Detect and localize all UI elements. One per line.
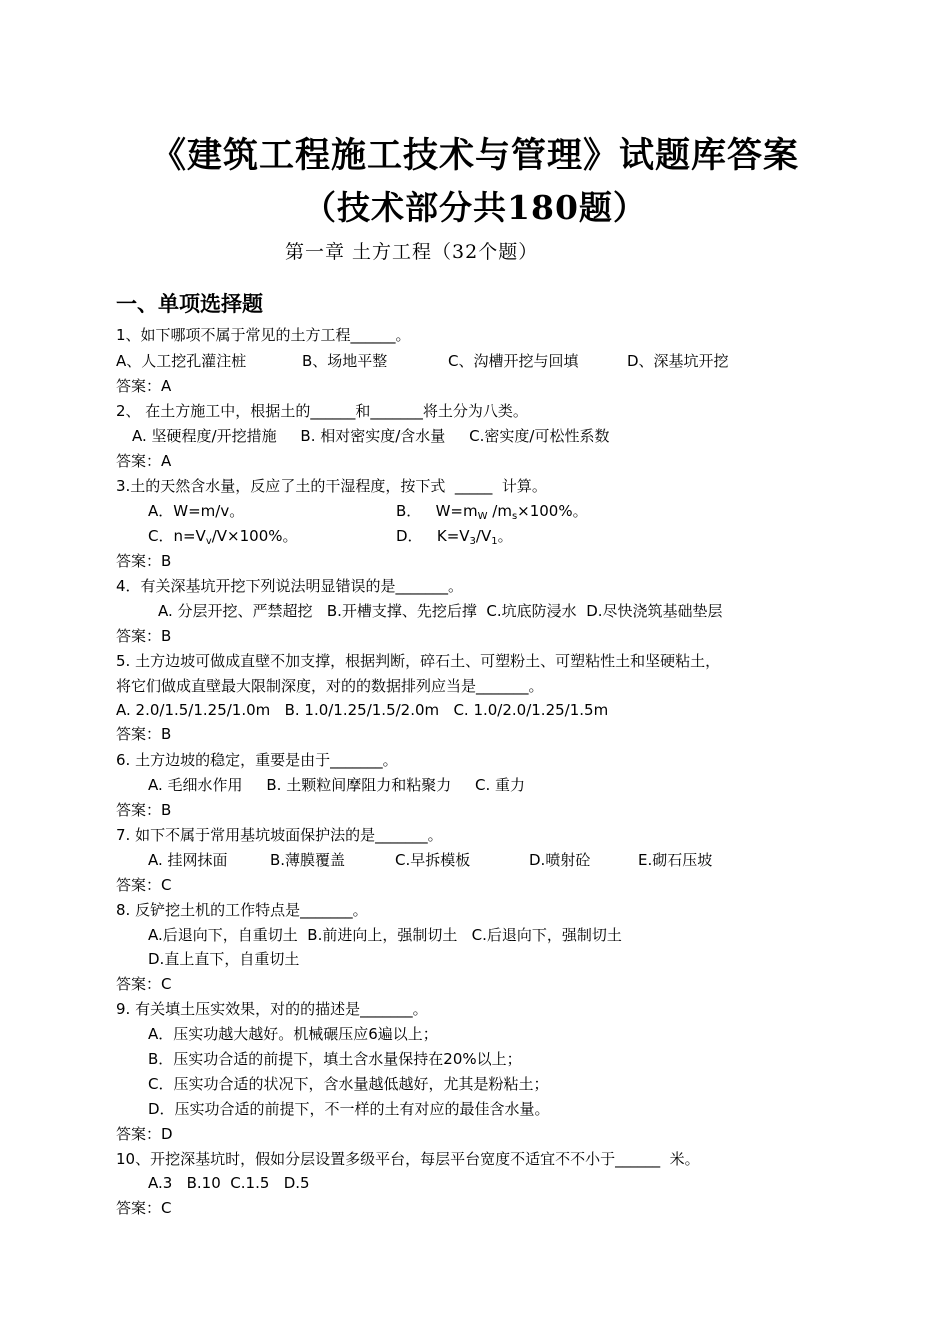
question-2-options: A. 坚硬程度/开挖措施 B. 相对密实度/含水量 C.密实度/可松性系数 bbox=[132, 427, 610, 445]
question-5-options: A. 2.0/1.5/1.25/1.0m B. 1.0/1.25/1.5/2.0m C. 1.0/2.0/1.25/1.5m bbox=[116, 701, 609, 719]
question-9-stem: 9. 有关填土压实效果，对的的描述是_______。 bbox=[116, 1000, 428, 1018]
question-3-option-a: A．W=m/v。 bbox=[148, 502, 245, 520]
document-subtitle: （技术部分共180题） bbox=[303, 188, 647, 227]
question-8-options-line-2: D.直上直下，自重切土 bbox=[148, 950, 300, 968]
question-6-answer: 答案：B bbox=[116, 801, 172, 819]
question-2-stem: 2、 在土方施工中，根据土的______和_______将土分为八类。 bbox=[116, 402, 528, 420]
question-6-options: A. 毛细水作用 B. 土颗粒间摩阻力和粘聚力 C. 重力 bbox=[148, 776, 526, 794]
question-3-answer: 答案：B bbox=[116, 552, 172, 570]
question-3-option-c: C．$n=V_v/V\times 100\%$。 bbox=[148, 527, 298, 547]
question-8-options-line-1: A.后退向下，自重切土 B.前进向上，强制切土 C.后退向下，强制切土 bbox=[148, 926, 622, 944]
question-7-option-c: C.早拆模板 bbox=[395, 851, 471, 869]
question-3-option-b: B． $W=m_W$ $/m_s\times 100\%$。 bbox=[396, 502, 588, 522]
question-2-answer: 答案：A bbox=[116, 452, 172, 470]
question-8-answer: 答案：C bbox=[116, 975, 172, 993]
question-4-options: A. 分层开挖、严禁超挖 B.开槽支撑、先挖后撑 C.坑底防浸水 D.尽快浇筑基础垫层 bbox=[158, 602, 723, 620]
question-9-option-d: D．压实功合适的前提下，不一样的土有对应的最佳含水量。 bbox=[148, 1100, 550, 1118]
question-7-option-d: D.喷射砼 bbox=[529, 851, 591, 869]
question-1-option-a: A、人工挖孔灌注桩 bbox=[116, 352, 247, 370]
question-9-option-b: B．压实功合适的前提下，填土含水量保持在20%以上； bbox=[148, 1050, 522, 1068]
question-5-stem-line-1: 5. 土方边坡可做成直壁不加支撑，根据判断，碎石土、可塑粉土、可塑粘性土和坚硬粘土， bbox=[116, 652, 721, 670]
question-9-answer: 答案：D bbox=[116, 1125, 173, 1143]
question-5-answer: 答案：B bbox=[116, 725, 172, 743]
question-1-option-c: C、沟槽开挖与回填 bbox=[448, 352, 579, 370]
document-title: 《建筑工程施工技术与管理》试题库答案 bbox=[150, 135, 799, 176]
question-8-stem: 8. 反铲挖土机的工作特点是_______。 bbox=[116, 901, 368, 919]
question-3-option-d: D． $K=V_3/V_1$。 bbox=[396, 527, 513, 547]
question-7-stem: 7. 如下不属于常用基坑坡面保护法的是_______。 bbox=[116, 826, 443, 844]
question-9-option-c: C．压实功合适的状况下，含水量越低越好，尤其是粉粘土； bbox=[148, 1075, 549, 1093]
question-10-stem: 10、开挖深基坑时，假如分层设置多级平台，每层平台宽度不适宜不不小于______ 米。 bbox=[116, 1150, 700, 1168]
question-4-answer: 答案：B bbox=[116, 627, 172, 645]
question-5-stem-line-2: 将它们做成直壁最大限制深度，对的的数据排列应当是_______。 bbox=[116, 677, 544, 695]
question-3-stem: 3.土的天然含水量，反应了土的干湿程度，按下式 _____ 计算。 bbox=[116, 477, 547, 495]
section-heading: 一、单项选择题 bbox=[116, 292, 263, 316]
question-1-option-b: B、场地平整 bbox=[302, 352, 388, 370]
question-1-stem: 1、如下哪项不属于常见的土方工程______。 bbox=[116, 326, 411, 344]
chapter-heading: 第一章 土方工程（32个题） bbox=[285, 241, 539, 263]
question-9-option-a: A．压实功越大越好。机械碾压应6遍以上； bbox=[148, 1025, 438, 1043]
question-7-option-e: E.砌石压坡 bbox=[638, 851, 713, 869]
question-10-options: A.3 B.10 C.1.5 D.5 bbox=[148, 1174, 310, 1192]
question-10-answer: 答案：C bbox=[116, 1199, 172, 1217]
question-1-option-d: D、深基坑开挖 bbox=[627, 352, 729, 370]
question-6-stem: 6. 土方边坡的稳定，重要是由于_______。 bbox=[116, 751, 398, 769]
question-4-stem: 4．有关深基坑开挖下列说法明显错误的是_______。 bbox=[116, 577, 464, 595]
question-7-answer: 答案：C bbox=[116, 876, 172, 894]
question-1-answer: 答案：A bbox=[116, 377, 172, 395]
question-7-option-a: A. 挂网抹面 bbox=[148, 851, 228, 869]
question-7-option-b: B.薄膜覆盖 bbox=[270, 851, 346, 869]
